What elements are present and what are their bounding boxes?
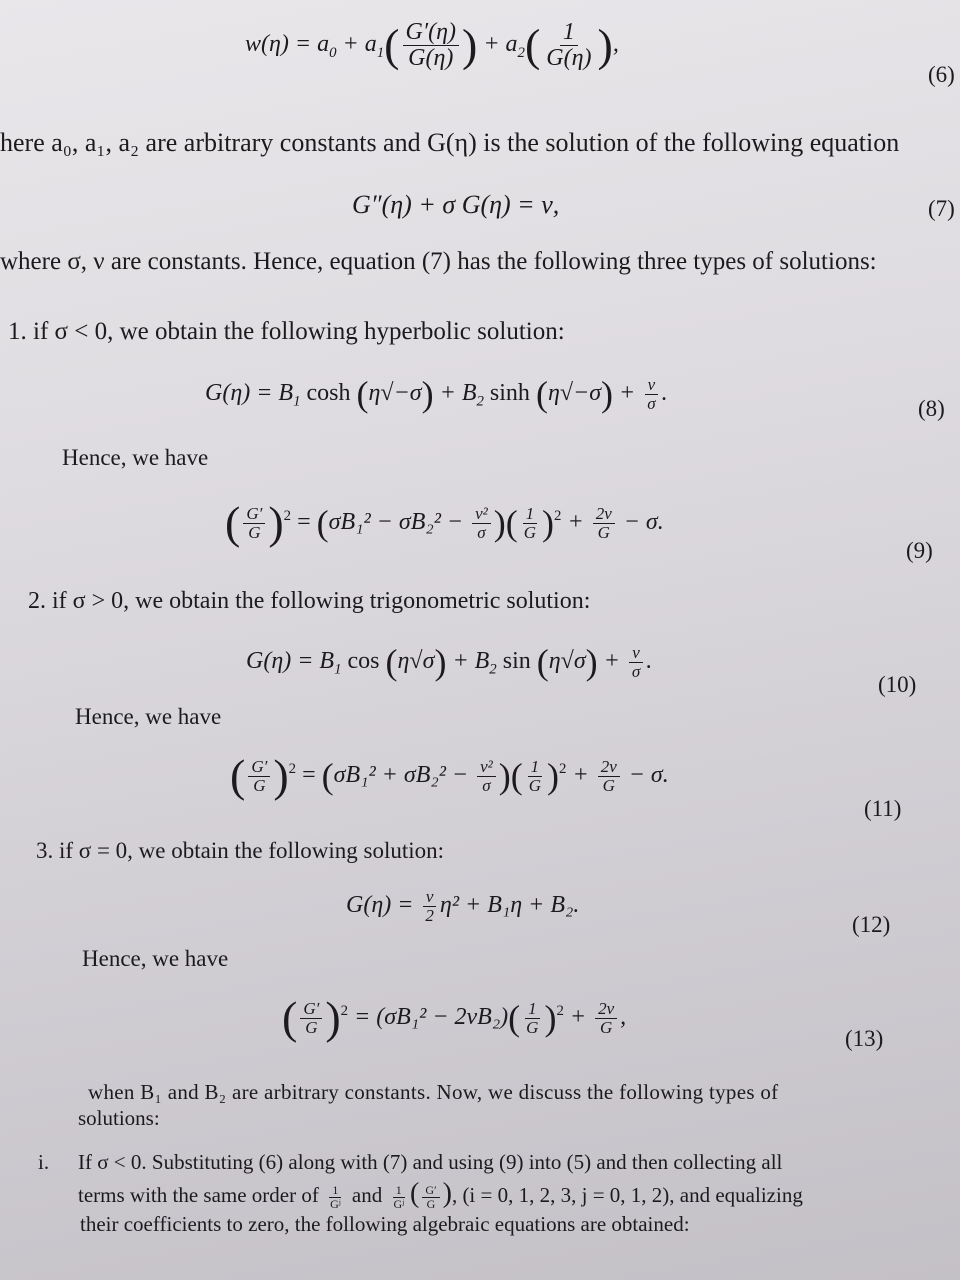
- equation-7: G″(η) + σ G(η) = ν,: [352, 190, 560, 219]
- paragraph-where-2: where σ, ν are constants. Hence, equation (7) has the following three types of solutions:: [0, 248, 877, 275]
- equation-13: ( $\frac{G'}{G}$ )$^2$ = (σB₁² − 2νB₂)( $\frac{1}{G}$ )$^2$ + $\frac{2\nu}{G}$ ,: [282, 992, 627, 1043]
- list-item-1: 1. if σ < 0, we obtain the following hyperbolic solution:: [8, 318, 565, 345]
- equation-number-10: (10): [878, 672, 917, 697]
- item-i-label: i.: [38, 1150, 50, 1174]
- equation-12: G(η) = $\frac{\nu}{2}$ η² + B₁η + B₂.: [346, 887, 580, 925]
- item-i-line-1: If σ < 0. Substituting (6) along with (7) and using (9) into (5) and then collecting all: [78, 1150, 783, 1174]
- paragraph-when-2: solutions:: [78, 1106, 160, 1130]
- item-i-line-2: terms with the same order of $\frac{1}{\text{Gʲ}}$ and $\frac{1}{\text{Gʲ}}$ ( $\frac{G'}{G}$ ), (i = 0, 1, 2, 3, j = 0, 1, 2), and equalizing: [78, 1178, 803, 1211]
- item-i-line-3: their coefficients to zero, the following algebraic equations are obtained:: [80, 1212, 690, 1236]
- equation-6: $w(\eta) = a_0 + a_1$( $\frac{G'(\eta)}{G(\eta)}$ ) + $a_2$( $\frac{1}{G(\eta)}$ ),: [245, 19, 619, 72]
- list-item-3: 3. if σ = 0, we obtain the following solution:: [36, 838, 445, 863]
- paragraph-when-1: when B₁ and B₂ are arbitrary constants. Now, we discuss the following types of: [88, 1080, 779, 1104]
- list-item-2: 2. if σ > 0, we obtain the following trigonometric solution:: [28, 588, 591, 614]
- equation-number-6: (6): [928, 62, 955, 87]
- equation-10: $G(\eta) = B_1$ $\cos (\eta√\sigma) + B_2$ sin (η√σ) + $\frac{\nu}{\sigma}$ .: [246, 641, 653, 682]
- equation-number-13: (13): [845, 1026, 884, 1051]
- equation-number-7: (7): [928, 196, 955, 221]
- equation-number-11: (11): [864, 796, 902, 821]
- hence-1: Hence, we have: [62, 445, 209, 470]
- equation-number-9: (9): [906, 538, 933, 563]
- paragraph-where-1: here a₀, a₁, a₂ are arbitrary constants and G(η) is the solution of the following equation: [0, 128, 900, 157]
- hence-2: Hence, we have: [75, 704, 222, 729]
- equation-11: ( $\frac{G'}{G}$ )$^2$ = (σB₁² + σB₂² − $\frac{\text{ν²}}{\sigma}$ )( $\frac{1}{G}$ )$^2$ + $\frac{2\nu}{G}$ − σ.: [230, 750, 669, 801]
- equation-number-12: (12): [852, 912, 891, 937]
- equation-8: $G(\eta) = B_1$ $\cosh (\eta√-\sigma) + B_2$ sinh (η√−σ) + $\frac{\nu}{\sigma}$ .: [205, 373, 668, 414]
- equation-9: ( $\frac{G'}{G}$ )$^2$ = (σB₁² − σB₂² − $\frac{\text{ν²}}{\sigma}$ )( $\frac{1}{G}$ )$^2$ + $\frac{2\nu}{G}$ − σ.: [225, 497, 664, 548]
- hence-3: Hence, we have: [82, 946, 229, 971]
- equation-number-8: (8): [918, 396, 945, 421]
